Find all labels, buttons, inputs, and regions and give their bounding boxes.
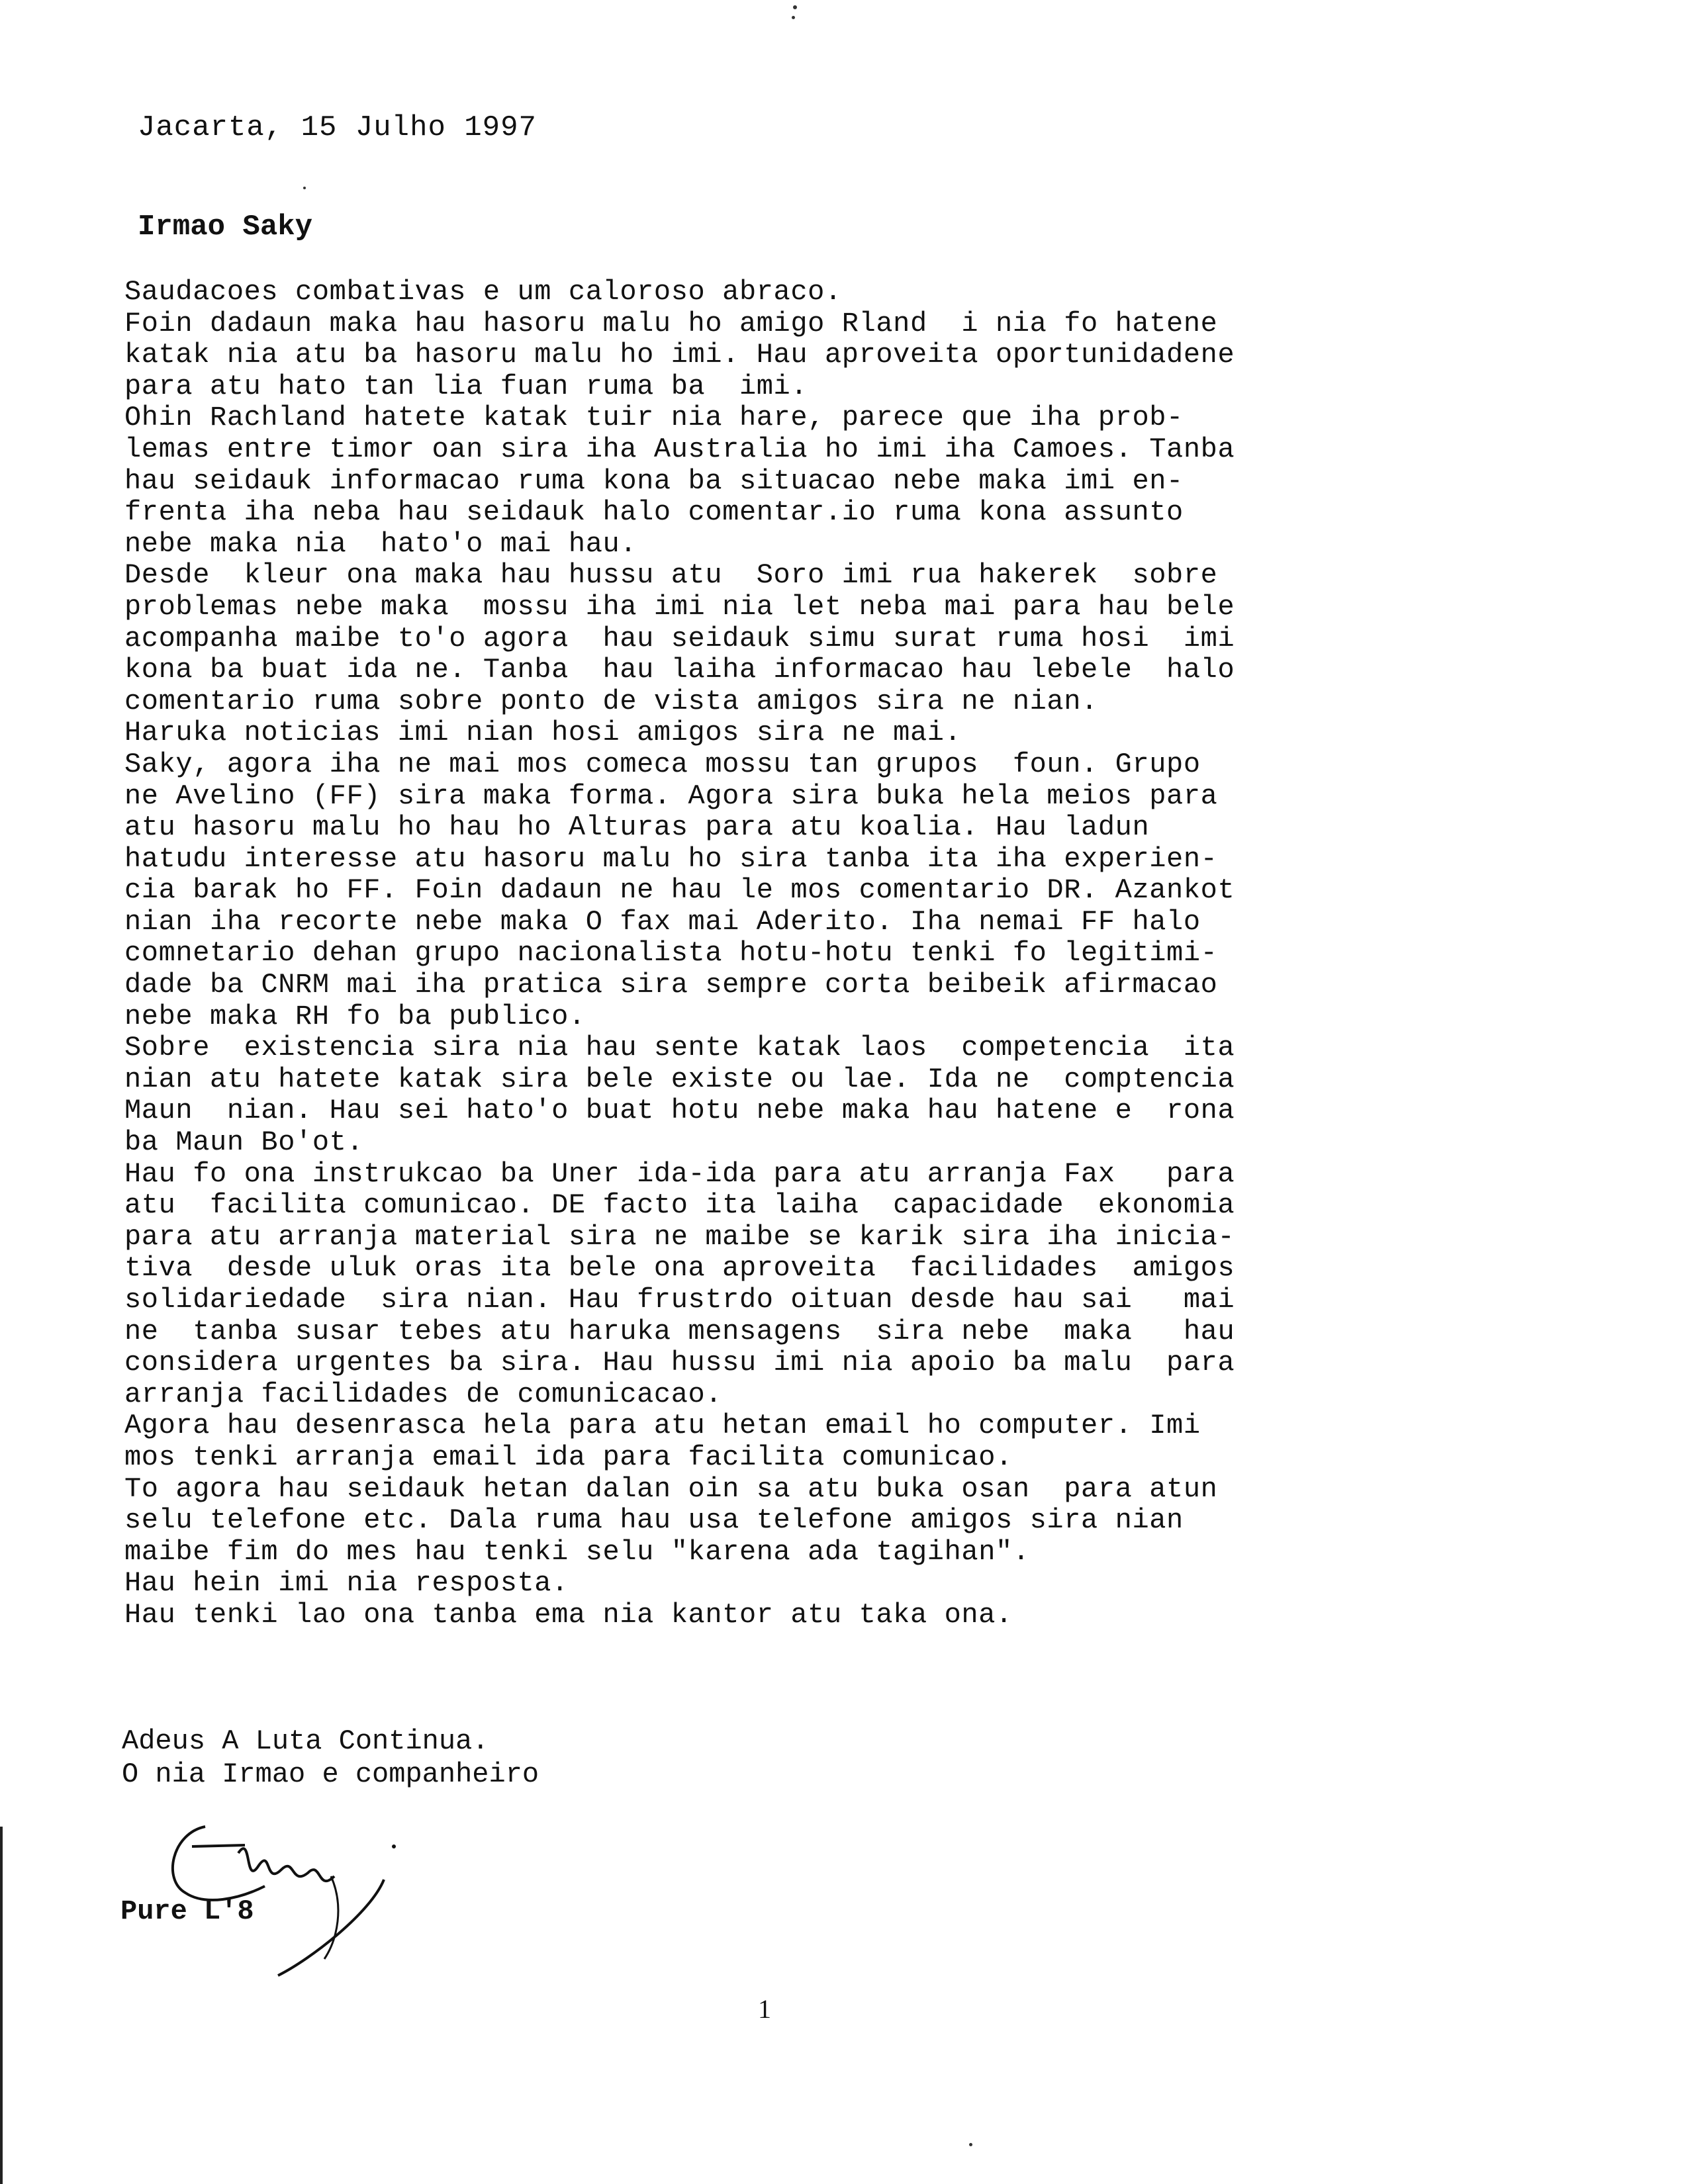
body-line: para atu hato tan lia fuan ruma ba imi. — [124, 370, 808, 402]
body-line: Saudacoes combativas e um caloroso abraco. — [124, 276, 842, 308]
body-line: nebe maka RH fo ba publico. — [124, 1000, 586, 1032]
body-line: Saky, agora iha ne mai mos comeca mossu tan grupos foun. Grupo — [124, 748, 1201, 780]
body-line: solidariedade sira nian. Hau frustrdo oituan desde hau sai mai — [124, 1284, 1235, 1316]
body-line: nebe maka nia hato'o mai hau. — [124, 527, 637, 560]
body-line: Haruka noticias imi nian hosi amigos sira ne mai. — [124, 717, 962, 749]
body-line: cia barak ho FF. Foin dadaun ne hau le mos comentario DR. Azankot — [124, 874, 1235, 907]
body-line: ne tanba susar tebes atu haruka mensagens sira nebe maka hau — [124, 1315, 1235, 1347]
body-line: nian atu hatete katak sira bele existe ou lae. Ida ne comptencia — [124, 1063, 1235, 1095]
body-line: tiva desde uluk oras ita bele ona aproveita facilidades amigos — [124, 1252, 1235, 1285]
scan-speck — [303, 187, 306, 189]
handwritten-signature — [165, 1807, 417, 1979]
salutation: Irmao Saky — [138, 210, 313, 244]
body-line: Hau fo ona instrukcao ba Uner ida-ida para atu arranja Fax para — [124, 1158, 1235, 1190]
signature-name: Pure L'8 — [120, 1895, 254, 1927]
closing-line: Adeus A Luta Continua. — [122, 1725, 489, 1757]
body-line: hatudu interesse atu hasoru malu ho sira tanba ita iha experien- — [124, 842, 1218, 875]
body-line: nian iha recorte nebe maka O fax mai Aderito. Iha nemai FF halo — [124, 905, 1201, 938]
body-line: atu facilita comunicao. DE facto ita laiha capacidade ekonomia — [124, 1189, 1235, 1222]
body-line: frenta iha neba hau seidauk halo comentar.io ruma kona assunto — [124, 496, 1184, 529]
body-line: mos tenki arranja email ida para facilita comunicao. — [124, 1441, 1013, 1473]
body-line: arranja facilidades de comunicacao. — [124, 1378, 723, 1410]
closing-line: O nia Irmao e companheiro — [122, 1758, 539, 1790]
body-line: para atu arranja material sira ne maibe se karik sira iha inicia- — [124, 1220, 1235, 1253]
body-line: ba Maun Bo'ot. — [124, 1126, 364, 1159]
body-line: Ohin Rachland hatete katak tuir nia hare, parece que iha prob- — [124, 402, 1184, 434]
body-line: dade ba CNRM mai iha pratica sira sempre corta beibeik afirmacao — [124, 969, 1218, 1001]
body-line: kona ba buat ida ne. Tanba hau laiha informacao hau lebele halo — [124, 654, 1235, 686]
scan-speck — [969, 2143, 972, 2146]
body-line: comentario ruma sobre ponto de vista amigos sira ne nian. — [124, 685, 1098, 717]
body-line: Hau hein imi nia resposta. — [124, 1567, 569, 1600]
body-line: Desde kleur ona maka hau hussu atu Soro imi rua hakerek sobre — [124, 559, 1218, 592]
body-line: lemas entre timor oan sira iha Australia ho imi iha Camoes. Tanba — [124, 433, 1235, 465]
body-line: comnetario dehan grupo nacionalista hotu-hotu tenki fo legitimi- — [124, 937, 1218, 970]
body-line: problemas nebe maka mossu iha imi nia let neba mai para hau bele — [124, 590, 1235, 623]
body-line: selu telefone etc. Dala ruma hau usa telefone amigos sira nian — [124, 1504, 1184, 1537]
body-line: Maun nian. Hau sei hato'o buat hotu nebe maka hau hatene e rona — [124, 1095, 1235, 1127]
body-line: ne Avelino (FF) sira maka forma. Agora sira buka hela meios para — [124, 780, 1218, 812]
scan-edge — [0, 1827, 3, 2184]
body-line: Foin dadaun maka hau hasoru malu ho amigo Rland i nia fo hatene — [124, 307, 1218, 340]
body-line: katak nia atu ba hasoru malu ho imi. Hau aproveita oportunidadene — [124, 339, 1235, 371]
scan-speck — [792, 16, 795, 19]
body-line: considera urgentes ba sira. Hau hussu imi nia apoio ba malu para — [124, 1347, 1235, 1379]
body-line: To agora hau seidauk hetan dalan oin sa atu buka osan para atun — [124, 1473, 1218, 1505]
body-line: maibe fim do mes hau tenki selu "karena ada tagihan". — [124, 1535, 1030, 1568]
letter-body — [124, 277, 1448, 1631]
body-line: atu hasoru malu ho hau ho Alturas para atu koalia. Hau ladun — [124, 811, 1150, 844]
body-line: Sobre existencia sira nia hau sente katak laos competencia ita — [124, 1032, 1235, 1064]
body-line: Agora hau desenrasca hela para atu hetan email ho computer. Imi — [124, 1410, 1201, 1442]
dateline: Jacarta, 15 Julho 1997 — [138, 111, 537, 144]
body-line: Hau tenki lao ona tanba ema nia kantor atu taka ona. — [124, 1598, 1013, 1631]
body-line: acompanha maibe to'o agora hau seidauk simu surat ruma hosi imi — [124, 622, 1235, 655]
body-line: hau seidauk informacao ruma kona ba situacao nebe maka imi en- — [124, 465, 1184, 497]
page-number: 1 — [758, 1994, 771, 2024]
closing — [122, 1725, 539, 1791]
scan-speck — [793, 5, 797, 9]
